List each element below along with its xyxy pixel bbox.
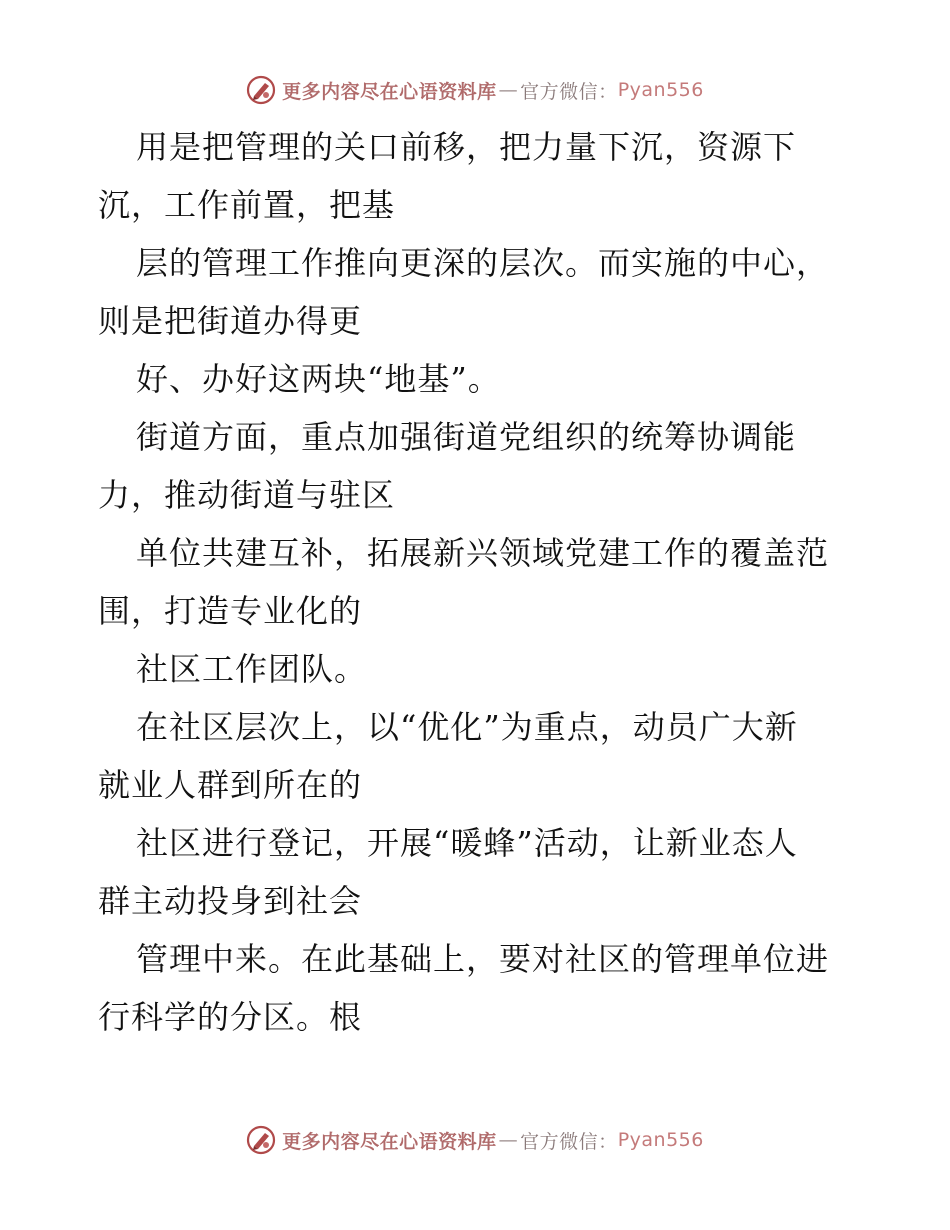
body-text-line: 则是把街道办得更 [98, 302, 363, 340]
body-text-line: 管理中来。在此基础上，要对社区的管理单位进 [136, 940, 830, 978]
body-text-line: 力，推动街道与驻区 [98, 476, 396, 514]
watermark-text: 更多内容尽在心语资料库 [282, 80, 497, 103]
body-text-line: 在社区层次上，以“优化”为重点，动员广大新 [136, 708, 798, 746]
document-body [98, 118, 858, 1046]
pen-logo-icon [246, 75, 276, 105]
watermark-label: 官方微信： [520, 80, 618, 103]
body-text-line: 社区工作团队。 [136, 650, 368, 688]
body-text-line: 沉，工作前置，把基 [98, 186, 396, 224]
body-text-line: 好、办好这两块“地基”。 [136, 360, 501, 398]
watermark-text: 更多内容尽在心语资料库 [282, 1130, 497, 1153]
body-text-line: 围，打造专业化的 [98, 592, 363, 630]
body-text-line: 街道方面，重点加强街道党组织的统筹协调能 [136, 418, 797, 456]
body-text-line: 就业人群到所在的 [98, 766, 363, 804]
footer-watermark [0, 1120, 950, 1160]
watermark-id: Pyan556 [617, 1129, 704, 1151]
body-text-line: 行科学的分区。根 [98, 998, 363, 1036]
pen-logo-icon [246, 1125, 276, 1155]
body-text-line: 群主动投身到社会 [98, 882, 363, 920]
body-text-line: 社区进行登记，开展“暖蜂”活动，让新业态人 [136, 824, 798, 862]
body-text-line: 单位共建互补，拓展新兴领域党建工作的覆盖范 [136, 534, 830, 572]
watermark-label: 官方微信： [520, 1130, 618, 1153]
header-watermark [0, 70, 950, 110]
body-text-line: 层的管理工作推向更深的层次。而实施的中心， [136, 244, 830, 282]
watermark-dash: — [498, 79, 519, 101]
watermark-dash: — [498, 1129, 519, 1151]
watermark-id: Pyan556 [617, 79, 704, 101]
body-text-line: 用是把管理的关口前移，把力量下沉，资源下 [136, 128, 797, 166]
